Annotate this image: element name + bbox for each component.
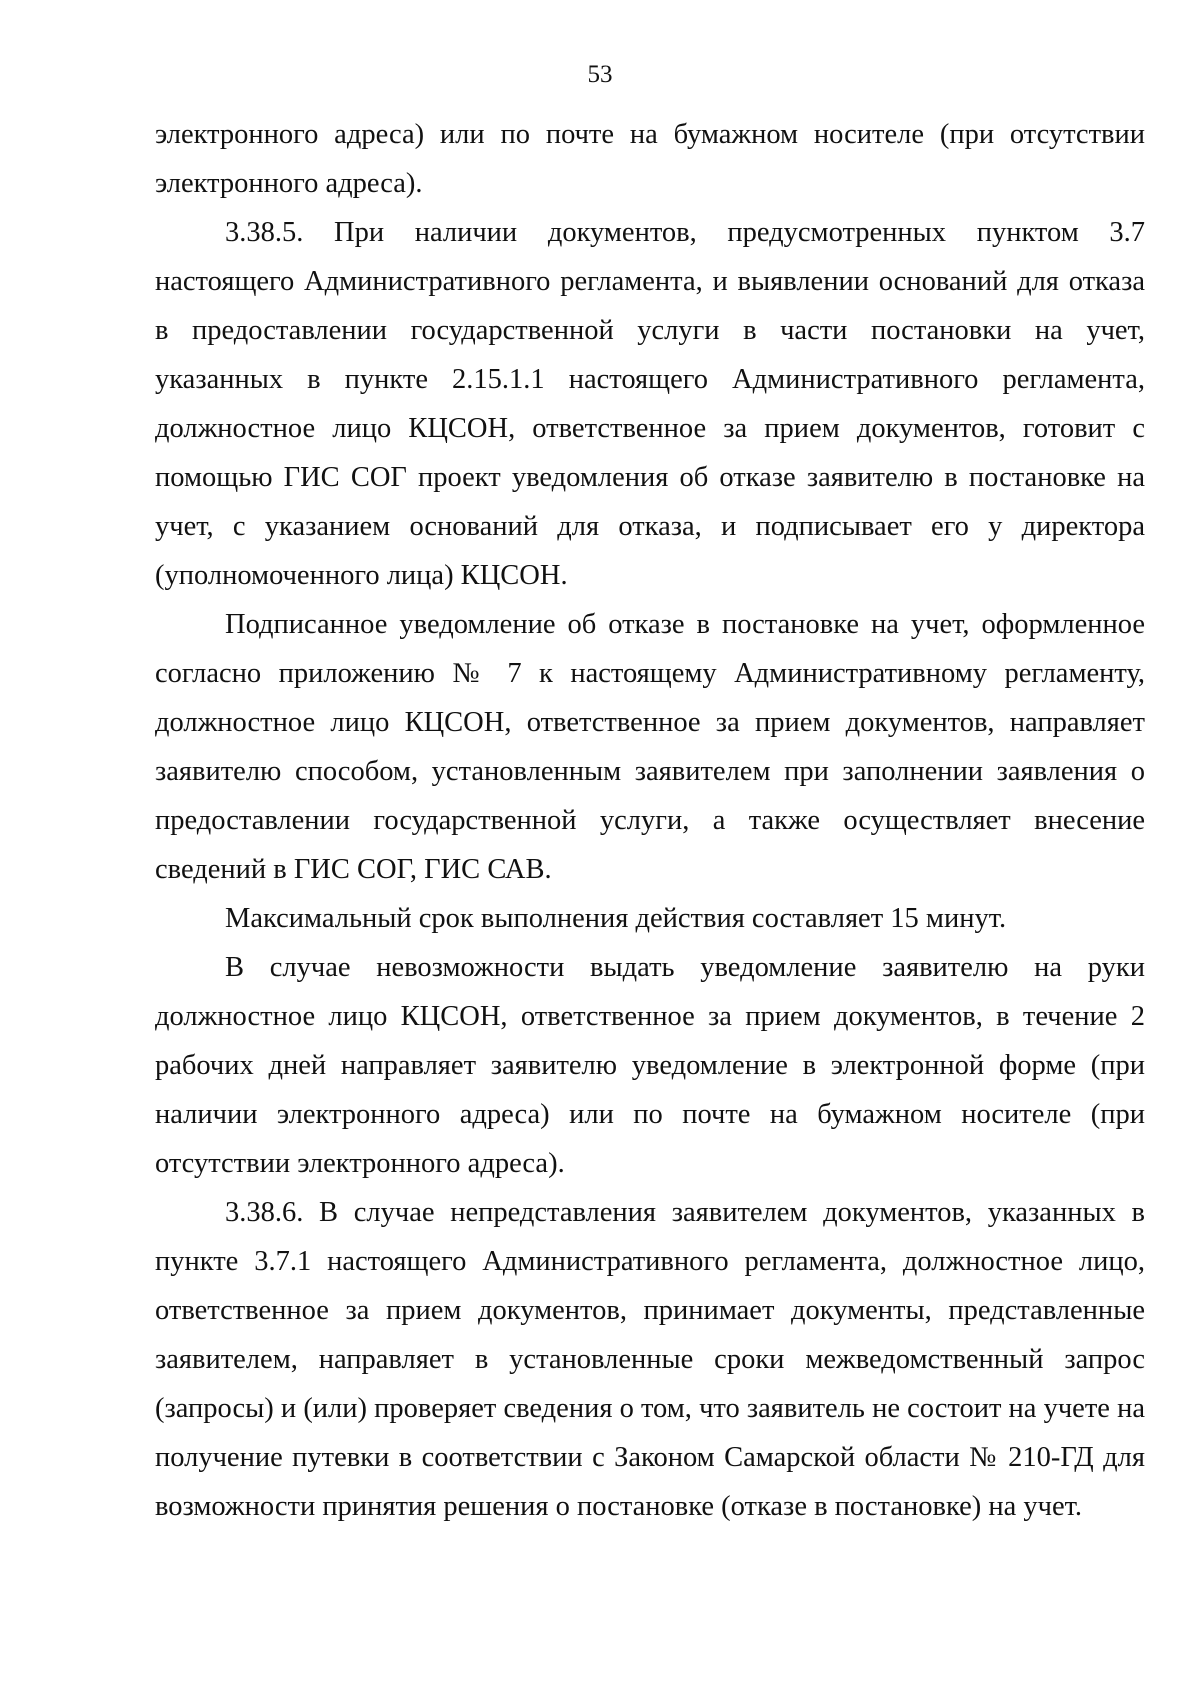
page-number: 53 xyxy=(587,61,613,88)
paragraph-signed-notice: Подписанное уведомление об отказе в постановке на учет, оформленное согласно приложению № 7 к настоящему Административному регламенту, должностное лицо КЦСОН, ответственное за прием документов, направляет заявителю способом, установленным заявителем при заполнении заявления о предоставлении государственной услуги, а также осуществляет внесение сведений в ГИС СОГ, ГИС САВ. xyxy=(155,609,1145,885)
document-body xyxy=(155,110,1145,1531)
paragraph-3-38-5: 3.38.5. При наличии документов, предусмотренных пунктом 3.7 настоящего Административного регламента, и выявлении оснований для отказа в предоставлении государственной услуги в части постановки на учет, указанных в пункте 2.15.1.1 настоящего Административного регламента, должностное лицо КЦСОН, ответственное за прием документов, готовит с помощью ГИС СОГ проект уведомления об отказе заявителю в постановке на учет, с указанием оснований для отказа, и подписывает его у директора (уполномоченного лица) КЦСОН. xyxy=(155,217,1145,591)
paragraph-max-duration: Максимальный срок выполнения действия составляет 15 минут. xyxy=(225,903,1007,934)
paragraph-3-38-6: 3.38.6. В случае непредставления заявителем документов, указанных в пункте 3.7.1 настоящего Административного регламента, должностное лицо, ответственное за прием документов, принимает документы, представленные заявителем, направляет в установленные сроки межведомственный запрос (запросы) и (или) проверяет сведения о том, что заявитель не состоит на учете на получение путевки в соответствии с Законом Самарской области № 210-ГД для возможности принятия решения о постановке (отказе в постановке) на учет. xyxy=(155,1197,1145,1522)
paragraph-delivery-fallback: В случае невозможности выдать уведомление заявителю на руки должностное лицо КЦСОН, ответственное за прием документов, в течение 2 рабочих дней направляет заявителю уведомление в электронной форме (при наличии электронного адреса) или по почте на бумажном носителе (при отсутствии электронного адреса). xyxy=(155,952,1145,1179)
paragraph-continuation: электронного адреса) или по почте на бумажном носителе (при отсутствии электронного адреса). xyxy=(155,119,1145,199)
